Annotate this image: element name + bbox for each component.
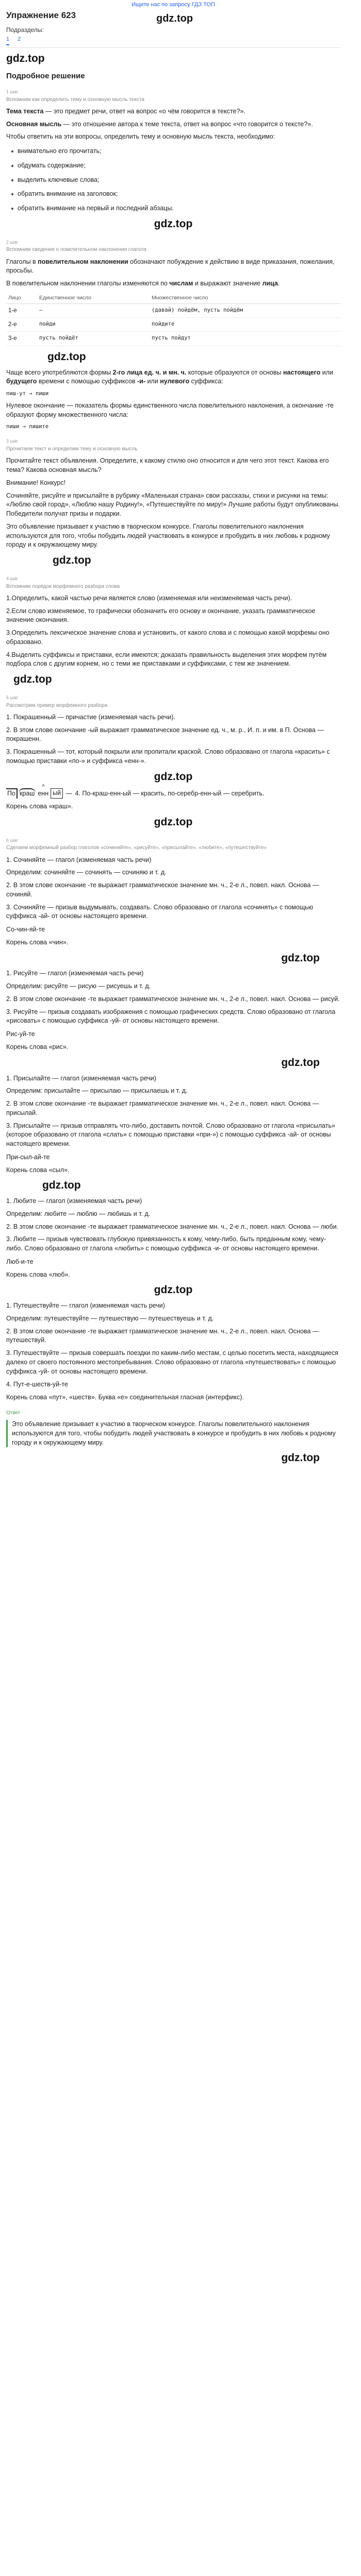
table-row: 3-е пусть пойдёт пусть пойдут [6,332,340,346]
list-item: выделить ключевые слова; [6,176,340,185]
paragraph: 2. В этом слове окончание -ый выражает грамматическое значение ед. ч., м. р., И. п. и им. в П. Основа — покрашенн. [6,726,324,743]
step-subtitle: Вспомним порядок морфемного разбора слова [6,583,120,589]
paragraph: 1. Сочиняйте — глагол (изменяемая часть речи) [6,856,152,863]
paragraph: Корень слова «краш». [6,803,73,810]
paragraph: Определим: любите — люблю — любишь и т. д. [6,1210,151,1217]
step-subtitle: Прочитаем текст и определим тему и основную мысль [6,446,138,452]
paragraph: 2. В этом слове окончание -те выражает грамматическое значение мн. ч., 2-е л., повел. накл. Основа — сочиняй. [6,882,319,898]
paragraph: Корень слова «чин». [6,938,69,946]
morpheme-diagram [6,1153,340,1162]
paragraph: Тема текста — это предмет речи, ответ на вопрос «о чём говорится в тексте?». [6,107,245,115]
solution-heading: Подробное решение [6,71,85,80]
ordered-list [6,594,340,669]
suffix: ^ енн [37,789,50,799]
example: пиши → пишите [6,423,49,430]
list-item: обратить внимание на заголовок; [6,190,340,199]
list-item: 3.Определить лексическое значение слова и установить, от какого слова и с помощью какой морфемы оно образовано. [6,629,330,646]
table-row: 1-е — (давай) пойдём, пусть пойдём [6,303,340,317]
tab-1[interactable]: 1 [6,36,9,45]
page-title: Упражнение 623 [6,10,76,20]
dash: — [64,790,74,798]
table-header: Лицо [6,293,37,303]
step-subtitle: Сделаем морфемный разбор глаголов «сочиняйте», «рисуйте», «присылайте», «любите», «путешествуйте» [6,845,267,851]
paragraph: Определим: рисуйте — рисую — рисуешь и т. д. [6,982,151,990]
watermark: gdz.top [13,673,52,686]
paragraph: 3. Сочиняйте — призыв выдумывать, создавать. Слово образовано от глагола «сочинять» с помощью суффикса -ай- от основы настоящего времени. [6,903,314,920]
morpheme-word: 4. Пут-е-шеств-уй-те [6,1381,68,1388]
step-label: 3 шаг [6,438,19,444]
watermark: gdz.top [154,816,193,828]
example: пиш-ут → пиши [6,391,49,397]
paragraph: Чтобы ответить на эти вопросы, определить тему и основную мысль текста, необходимо: [6,133,275,141]
table-header: Множественное число [150,293,340,303]
paragraph: 3. Путешествуйте — призыв совершать поездки по каким-либо местам, с целью посетить места, находящиеся далеко от своего постоянного местопребывания. Слово образовано от глагола «путешествовать» с помощью суффикса -уй- от основы настоящего времени. [6,1349,338,1375]
paragraph: 1. Присылайте — глагол (изменяемая часть речи) [6,1074,156,1082]
morpheme-word: При-сыл-ай-те [6,1153,50,1161]
step-label: 4 шаг [6,575,19,581]
step-label: 2 шаг [6,239,19,245]
table-row: 2-е пойди пойдите [6,318,340,332]
paragraph: Сочиняйте, рисуйте и присылайте в рубрику «Маленькая страна» свои рассказы, стихи и рисунки на темы: «Люблю свой город», «Люблю нашу Родину!», «Путешествуйте по миру!» Лучшие работы будут опубликованы. Победители получат призы и подарки. [6,492,340,518]
paragraph: 2. В этом слове окончание -те выражает грамматическое значение мн. ч., 2-е л., повел. накл. Основа — путешествуй. [6,1327,319,1344]
search-link[interactable]: Ищите нас по запросу ГДЗ ТОП [132,2,215,8]
step-subtitle: Рассмотрим пример морфемного разбора [6,702,108,708]
verb-table [6,293,340,346]
paragraph: 1. Любите — глагол (изменяемая часть речи) [6,1197,142,1205]
watermark: gdz.top [154,217,193,230]
list-item: обратить внимание на первый и последний абзацы. [6,204,340,213]
subsection-tabs [6,36,340,45]
list-item: внимательно его прочитать; [6,147,340,156]
paragraph: Корень слова «люб». [6,1270,70,1278]
paragraph: Корень слова «рис». [6,1043,69,1050]
table-header: Единственное число [37,293,150,303]
paragraph: 3. Рисуйте — призыв создавать изображения с помощью графических средств. Слово образовано от глагола «рисовать» с помощью суффикса -уй- от основы настоящего времени. [6,1008,336,1025]
step-subtitle: Вспомним сведения о повелительном наклонении глагола [6,247,146,253]
list-item: 1.Определить, какой частью речи является слово (изменяемая или неизменяемая часть речи). [6,594,292,602]
step-label: 1 шаг [6,89,19,94]
morpheme-diagram [6,1380,340,1389]
watermark: gdz.top [281,1056,320,1069]
paragraph: Корень слова «сыл». [6,1166,70,1174]
paragraph: Прочитайте текст объявления. Определите, к какому стилю оно относится и для чего этот текст. Какова его тема? Какова основная мысль? [6,457,329,474]
morpheme-diagram [6,1030,340,1039]
watermark: gdz.top [281,952,320,964]
step-label: 6 шаг [6,837,19,843]
paragraph: 2. В этом слове окончание -те выражает грамматическое значение мн. ч., 2-е л., повел. накл. Основа — люби. [6,1223,339,1230]
watermark: gdz.top [47,350,86,363]
list-item: обдумать содержание; [6,161,340,171]
comparison: 4. По-краш-енн-ый — красить, по-серебр-енн-ый — серебрить. [75,790,265,798]
watermark: gdz.top [156,13,193,24]
watermark: gdz.top [6,52,45,64]
morpheme-word: Рис-уй-те [6,1030,35,1038]
paragraph: В повелительном наклонении глаголы изменяются по числам и выражают значение лица. [6,280,280,287]
paragraph: 3. Присылайте — призыв отправлять что-либо, доставить почтой. Слово образовано от глагола «присылать» (которое образовано от глагола «слать» с помощью приставки «при-») с помощью суффикса -ай- от основы настоящего времени. [6,1122,336,1148]
answer-label: Ответ [6,1410,21,1416]
watermark: gdz.top [154,770,193,783]
paragraph: Нулевое окончание — показатель формы единственного числа повелительного наклонения, а окончание -те образуют форму множественного числа: [6,401,334,418]
prefix: По [6,788,18,799]
paragraph: Корень слова «пут», «шеств». Буква «е» соединительная гласная (интерфикс). [6,1394,244,1401]
watermark: gdz.top [42,1179,81,1192]
morpheme-diagram [6,1258,340,1267]
step-subtitle: Вспомним как определить тему и основную мысль текста [6,96,144,103]
paragraph: Основная мысль — это отношение автора к теме текста, ответ на вопрос «что говорится о тексте?». [6,120,313,128]
divider [6,47,340,48]
watermark: gdz.top [154,1284,193,1296]
paragraph: Определим: присылайте — присылаю — присылаешь и т. д. [6,1087,188,1095]
paragraph: Это объявление призывает к участию в творческом конкурсе. Глаголы повелительного наклонения используются для того, чтобы побудить людей участвовать в конкурсе и пробудить в них любовь к родному городу и к окружающему миру. [6,522,330,549]
list-item: 2.Если слово изменяемое, то графически обозначить его основу и окончание, указать грамматическое значение окончания. [6,607,316,624]
paragraph: 3. Любите — призыв чувствовать глубокую привязанность к кому, чему-либо, быть преданным кому, чему-либо. Слово образовано от глагола «любить» с помощью суффикса -и- от основы настоящего времени. [6,1235,326,1252]
ending: ый [51,788,63,799]
paragraph: 1. Путешествуйте — глагол (изменяемая часть речи) [6,1302,165,1310]
morpheme-word: Люб-и-те [6,1258,34,1265]
watermark: gdz.top [281,1452,320,1464]
paragraph: 2. В этом слове окончание -те выражает грамматическое значение мн. ч., 2-е л., повел. накл. Основа — рисуй. [6,995,340,1003]
root: краш [19,788,36,799]
paragraph: 3. Покрашенный — тот, который покрыли или пропитали краской. Слово образовано от глагола «красить» с помощью приставки «по-» и суффикса «енн-». [6,748,330,765]
paragraph: 1. Рисуйте — глагол (изменяемая часть речи) [6,970,144,977]
bullet-list [6,147,340,213]
tab-2[interactable]: 2 [18,36,21,43]
paragraph: Чаще всего употребляются формы 2-го лица ед. ч. и мн. ч. которые образуются от основы настоящего или будущего времени с помощью суффиксов -и- или нулевого суффикса: [6,368,334,385]
answer-text: Это объявление призывает к участию в творческом конкурсе. Глаголы повелительного наклонения используются для того, чтобы побудить людей участвовать в конкурсе и пробудить в них любовь к родному городу и к окружающему миру. [6,1420,340,1447]
morpheme-diagram [6,925,340,935]
subsection-label: Подразделы: [6,26,44,34]
paragraph: Внимание! Конкурс! [6,479,66,486]
watermark: gdz.top [53,554,91,567]
paragraph: Определим: сочиняйте — сочинять — сочиняю и т. д. [6,869,167,876]
morpheme-word: Со-чин-яй-те [6,926,45,934]
paragraph: 1. Покрашенный — причастие (изменяемая часть речи). [6,713,175,721]
morpheme-diagram [6,788,340,799]
paragraph: Глаголы в повелительном наклонении обозначают побуждение к действию в виде приказания, пожелания, просьбы. [6,258,335,275]
paragraph: 2. В этом слове окончание -те выражает грамматическое значение мн. ч., 2-е л., повел. накл. Основа — присылай. [6,1100,319,1116]
step-label: 5 шаг [6,694,19,700]
paragraph: Определим: путешествуйте — путешествую — путешествуешь и т. д. [6,1314,214,1322]
list-item: 4.Выделить суффиксы и приставки, если имеются; доказать правильность выделения этих морфем путём подбора слов с другим корнем, но с теми же приставками и суффиксами, с тем же значением. [6,651,327,668]
